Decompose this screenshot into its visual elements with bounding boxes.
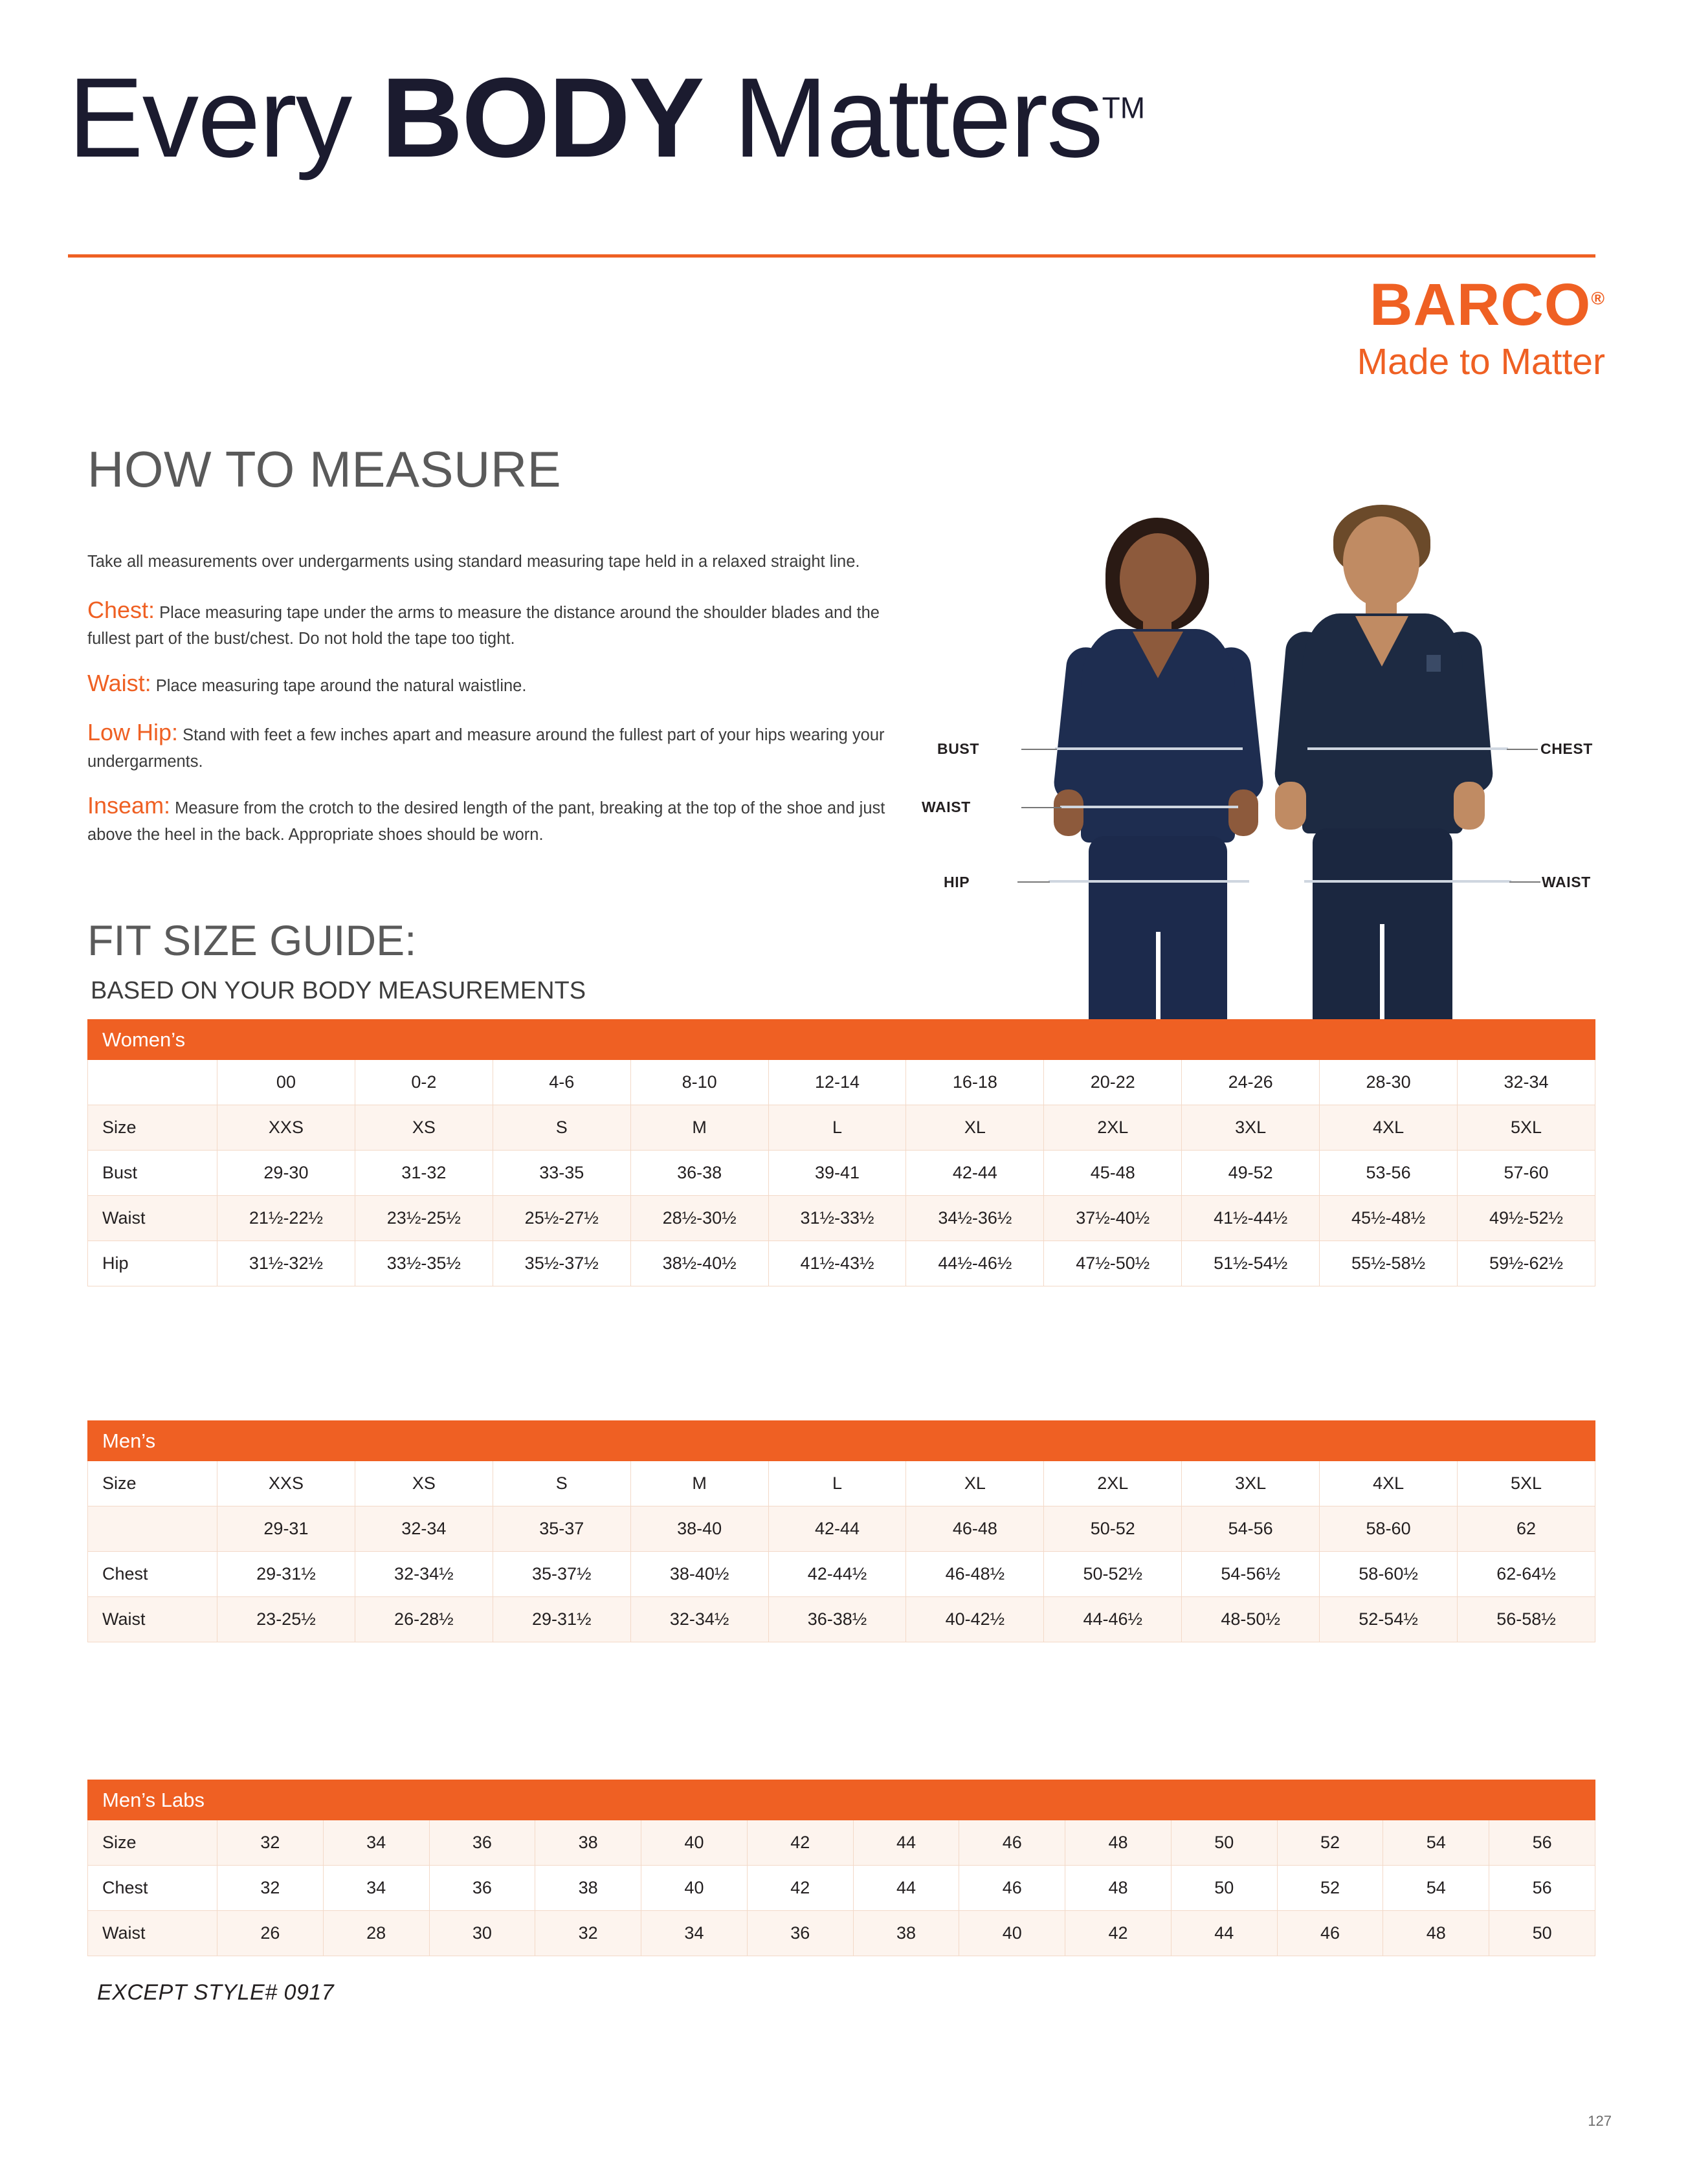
- chest-leader-tick: [1507, 749, 1538, 750]
- cell: 29-31: [217, 1506, 355, 1552]
- cell: 44: [853, 1866, 959, 1911]
- cell: 36: [747, 1911, 853, 1956]
- cell: 31-32: [355, 1151, 493, 1196]
- cell: 37½-40½: [1044, 1196, 1182, 1241]
- cell: 28: [323, 1911, 429, 1956]
- cell: 58-60½: [1320, 1552, 1458, 1597]
- cell: 38: [535, 1820, 641, 1866]
- cell: 42-44½: [768, 1552, 906, 1597]
- cell: 40: [959, 1911, 1065, 1956]
- how-to-measure-heading: HOW TO MEASURE: [87, 441, 562, 498]
- brand-tagline: Made to Matter: [1357, 341, 1605, 382]
- cell: 3XL: [1182, 1105, 1320, 1151]
- measure-item-waist-label: Waist:: [87, 670, 151, 697]
- table-banner-mens: [88, 1421, 1595, 1461]
- label-waist-left: WAIST: [922, 799, 971, 815]
- model-left-hand: [1275, 782, 1306, 830]
- cell: 28½-30½: [630, 1196, 768, 1241]
- table-row: [88, 1461, 1595, 1506]
- measure-item-waist-text: Place measuring tape around the natural waistline.: [155, 677, 527, 696]
- table-banner-label: Women’s: [88, 1020, 1595, 1060]
- registered-icon: ®: [1591, 288, 1605, 309]
- cell: 33-35: [493, 1151, 630, 1196]
- cell: 56: [1489, 1866, 1595, 1911]
- cell: 36-38½: [768, 1597, 906, 1642]
- cell: 57-60: [1458, 1151, 1595, 1196]
- fit-size-guide-heading: FIT SIZE GUIDE:: [87, 916, 417, 964]
- measure-item-low-hip: [87, 716, 903, 773]
- cell: 3XL: [1182, 1461, 1320, 1506]
- waist-measure-line: [1060, 806, 1238, 808]
- cell: 20-22: [1044, 1060, 1182, 1105]
- cell: 32-34: [355, 1506, 493, 1552]
- cell: XXS: [217, 1105, 355, 1151]
- cell: 54-56½: [1182, 1552, 1320, 1597]
- cell: XL: [906, 1105, 1044, 1151]
- cell: S: [493, 1461, 630, 1506]
- masthead-word-body: BODY: [381, 55, 704, 181]
- cell: XL: [906, 1461, 1044, 1506]
- mens-size-table: [87, 1420, 1595, 1642]
- row-header: Size: [88, 1105, 217, 1151]
- cell: L: [768, 1105, 906, 1151]
- cell: 56: [1489, 1820, 1595, 1866]
- model-chest-pocket: [1427, 655, 1441, 672]
- brand-name: [1357, 272, 1605, 338]
- cell: 38: [535, 1866, 641, 1911]
- model-photo-group: [922, 498, 1593, 1029]
- page-number: 127: [1588, 2113, 1612, 2129]
- cell: 4XL: [1320, 1461, 1458, 1506]
- cell: 44: [853, 1820, 959, 1866]
- row-header: Chest: [88, 1866, 217, 1911]
- table-row: [88, 1911, 1595, 1956]
- row-header: Hip: [88, 1241, 217, 1286]
- mens-labs-size-table: [87, 1780, 1595, 1956]
- cell: 45-48: [1044, 1151, 1182, 1196]
- cell: 40: [641, 1820, 748, 1866]
- cell: 40-42½: [906, 1597, 1044, 1642]
- cell: 50: [1489, 1911, 1595, 1956]
- table-row: [88, 1060, 1595, 1105]
- model-leg-gap: [1156, 932, 1160, 1030]
- model-right-hand: [1454, 782, 1485, 830]
- cell: 52: [1277, 1820, 1383, 1866]
- fit-size-guide-subheading: BASED ON YOUR BODY MEASUREMENTS: [91, 977, 586, 1004]
- label-chest: CHEST: [1540, 740, 1593, 757]
- cell: 24-26: [1182, 1060, 1320, 1105]
- cell: 46: [959, 1866, 1065, 1911]
- row-header: Waist: [88, 1196, 217, 1241]
- cell: 42: [747, 1866, 853, 1911]
- cell: 48-50½: [1182, 1597, 1320, 1642]
- cell: 34: [323, 1866, 429, 1911]
- cell: XXS: [217, 1461, 355, 1506]
- table-row: [88, 1866, 1595, 1911]
- cell: 54: [1383, 1820, 1489, 1866]
- model-head: [1343, 516, 1419, 607]
- cell: 50-52: [1044, 1506, 1182, 1552]
- cell: 46-48½: [906, 1552, 1044, 1597]
- model-head: [1120, 533, 1196, 625]
- cell: 31½-33½: [768, 1196, 906, 1241]
- cell: 46: [1277, 1911, 1383, 1956]
- cell: 44½-46½: [906, 1241, 1044, 1286]
- hip-leader-tick: [1017, 881, 1050, 883]
- label-waist-right: WAIST: [1542, 874, 1591, 890]
- cell: 8-10: [630, 1060, 768, 1105]
- measure-item-chest-label: Chest:: [87, 596, 155, 623]
- cell: 32-34: [1458, 1060, 1595, 1105]
- cell: 51½-54½: [1182, 1241, 1320, 1286]
- cell: 52: [1277, 1866, 1383, 1911]
- cell: 52-54½: [1320, 1597, 1458, 1642]
- cell: 5XL: [1458, 1105, 1595, 1151]
- cell: 36: [429, 1866, 535, 1911]
- cell: 29-30: [217, 1151, 355, 1196]
- cell: 34: [323, 1820, 429, 1866]
- barco-logo: [1357, 272, 1605, 382]
- cell: M: [630, 1105, 768, 1151]
- cell: 35-37: [493, 1506, 630, 1552]
- cell: 4-6: [493, 1060, 630, 1105]
- cell: 16-18: [906, 1060, 1044, 1105]
- cell: 32: [217, 1866, 324, 1911]
- cell: 62: [1458, 1506, 1595, 1552]
- cell: 46: [959, 1820, 1065, 1866]
- cell: 58-60: [1320, 1506, 1458, 1552]
- table-row: [88, 1597, 1595, 1642]
- cell: 38-40: [630, 1506, 768, 1552]
- cell: 42-44: [768, 1506, 906, 1552]
- cell: 62-64½: [1458, 1552, 1595, 1597]
- cell: 54-56: [1182, 1506, 1320, 1552]
- row-header: [88, 1060, 217, 1105]
- cell: 36-38: [630, 1151, 768, 1196]
- waist-leader-tick-right: [1509, 881, 1540, 883]
- cell: 28-30: [1320, 1060, 1458, 1105]
- cell: 42-44: [906, 1151, 1044, 1196]
- table-row: [88, 1105, 1595, 1151]
- table-row: [88, 1241, 1595, 1286]
- cell: 39-41: [768, 1151, 906, 1196]
- female-model-illustration: [1029, 518, 1282, 1029]
- cell: 00: [217, 1060, 355, 1105]
- row-header: Size: [88, 1461, 217, 1506]
- table-row: [88, 1820, 1595, 1866]
- label-bust: BUST: [937, 740, 980, 757]
- cell: 0-2: [355, 1060, 493, 1105]
- how-to-measure-body: [87, 550, 903, 863]
- cell: 45½-48½: [1320, 1196, 1458, 1241]
- cell: 32-34½: [355, 1552, 493, 1597]
- cell: 50: [1171, 1866, 1277, 1911]
- masthead-divider: [68, 254, 1595, 258]
- cell: 30: [429, 1911, 535, 1956]
- row-header: Waist: [88, 1911, 217, 1956]
- cell: XS: [355, 1461, 493, 1506]
- cell: 53-56: [1320, 1151, 1458, 1196]
- cell: 23½-25½: [355, 1196, 493, 1241]
- row-header: Waist: [88, 1597, 217, 1642]
- cell: 25½-27½: [493, 1196, 630, 1241]
- measure-item-inseam: [87, 789, 903, 846]
- cell: 29-31½: [217, 1552, 355, 1597]
- cell: XS: [355, 1105, 493, 1151]
- measure-item-low-hip-label: Low Hip:: [87, 719, 179, 746]
- bust-leader-tick: [1021, 749, 1057, 750]
- measure-item-low-hip-text: Stand with feet a few inches apart and measure around the fullest part of your hips wearing your undergarments.: [87, 726, 885, 771]
- masthead-word-matters: Matters: [703, 55, 1102, 181]
- cell: 35½-37½: [493, 1241, 630, 1286]
- cell: 4XL: [1320, 1105, 1458, 1151]
- waist-leader-tick: [1021, 807, 1061, 808]
- how-to-measure-intro: Take all measurements over undergarments using standard measuring tape held in a relaxed straight line.: [87, 553, 860, 571]
- cell: 48: [1383, 1911, 1489, 1956]
- cell: 42: [1065, 1911, 1172, 1956]
- hip-measure-line: [1049, 880, 1249, 883]
- cell: 41½-43½: [768, 1241, 906, 1286]
- page-title: [68, 55, 1631, 181]
- table-row: [88, 1151, 1595, 1196]
- table-row: [88, 1196, 1595, 1241]
- waist-measure-line: [1304, 880, 1511, 883]
- cell: 40: [641, 1866, 748, 1911]
- cell: 31½-32½: [217, 1241, 355, 1286]
- cell: 29-31½: [493, 1597, 630, 1642]
- measure-item-inseam-label: Inseam:: [87, 792, 171, 819]
- cell: 47½-50½: [1044, 1241, 1182, 1286]
- cell: 32-34½: [630, 1597, 768, 1642]
- masthead-word-every: Every: [68, 55, 381, 181]
- cell: 50-52½: [1044, 1552, 1182, 1597]
- cell: 49-52: [1182, 1151, 1320, 1196]
- bust-measure-line: [1055, 747, 1243, 750]
- label-hip: HIP: [944, 874, 970, 890]
- model-right-hand: [1228, 789, 1258, 836]
- cell: 23-25½: [217, 1597, 355, 1642]
- measure-item-waist: [87, 667, 903, 700]
- cell: 49½-52½: [1458, 1196, 1595, 1241]
- cell: 56-58½: [1458, 1597, 1595, 1642]
- cell: 5XL: [1458, 1461, 1595, 1506]
- cell: 50: [1171, 1820, 1277, 1866]
- cell: 26-28½: [355, 1597, 493, 1642]
- cell: 48: [1065, 1820, 1172, 1866]
- table-banner-label: Men’s Labs: [88, 1780, 1595, 1820]
- cell: 32: [217, 1820, 324, 1866]
- cell: 44: [1171, 1911, 1277, 1956]
- row-header: Bust: [88, 1151, 217, 1196]
- footnote-except-style: EXCEPT STYLE# 0917: [97, 1980, 335, 2005]
- cell: 48: [1065, 1866, 1172, 1911]
- table-banner-mens-labs: [88, 1780, 1595, 1820]
- model-left-hand: [1054, 789, 1083, 836]
- cell: 55½-58½: [1320, 1241, 1458, 1286]
- male-model-illustration: [1256, 505, 1508, 1029]
- cell: 46-48: [906, 1506, 1044, 1552]
- cell: 34½-36½: [906, 1196, 1044, 1241]
- cell: M: [630, 1461, 768, 1506]
- womens-size-table: [87, 1019, 1595, 1286]
- table-banner-label: Men’s: [88, 1421, 1595, 1461]
- table-row: [88, 1552, 1595, 1597]
- row-header: Size: [88, 1820, 217, 1866]
- cell: S: [493, 1105, 630, 1151]
- cell: L: [768, 1461, 906, 1506]
- cell: 2XL: [1044, 1105, 1182, 1151]
- cell: 54: [1383, 1866, 1489, 1911]
- cell: 32: [535, 1911, 641, 1956]
- model-leg-gap: [1380, 924, 1384, 1026]
- row-header: Chest: [88, 1552, 217, 1597]
- cell: 59½-62½: [1458, 1241, 1595, 1286]
- page-masthead: [68, 55, 1631, 181]
- chest-measure-line: [1307, 747, 1508, 750]
- row-header: [88, 1506, 217, 1552]
- cell: 42: [747, 1820, 853, 1866]
- cell: 38½-40½: [630, 1241, 768, 1286]
- cell: 38: [853, 1911, 959, 1956]
- cell: 38-40½: [630, 1552, 768, 1597]
- measure-item-chest: [87, 593, 903, 651]
- cell: 35-37½: [493, 1552, 630, 1597]
- table-row: [88, 1506, 1595, 1552]
- cell: 33½-35½: [355, 1241, 493, 1286]
- cell: 2XL: [1044, 1461, 1182, 1506]
- brand-name-text: BARCO: [1370, 272, 1592, 338]
- table-banner-womens: [88, 1020, 1595, 1060]
- measure-item-chest-text: Place measuring tape under the arms to measure the distance around the shoulder blades and the fullest part of the bust/chest. Do not hold the tape too tight.: [87, 603, 880, 648]
- cell: 12-14: [768, 1060, 906, 1105]
- cell: 44-46½: [1044, 1597, 1182, 1642]
- trademark-symbol: TM: [1102, 91, 1146, 125]
- measure-item-inseam-text: Measure from the crotch to the desired length of the pant, breaking at the top of the shoe and just above the heel in the back. Appropriate shoes should be worn.: [87, 799, 885, 844]
- cell: 26: [217, 1911, 324, 1956]
- cell: 34: [641, 1911, 748, 1956]
- cell: 36: [429, 1820, 535, 1866]
- cell: 41½-44½: [1182, 1196, 1320, 1241]
- cell: 21½-22½: [217, 1196, 355, 1241]
